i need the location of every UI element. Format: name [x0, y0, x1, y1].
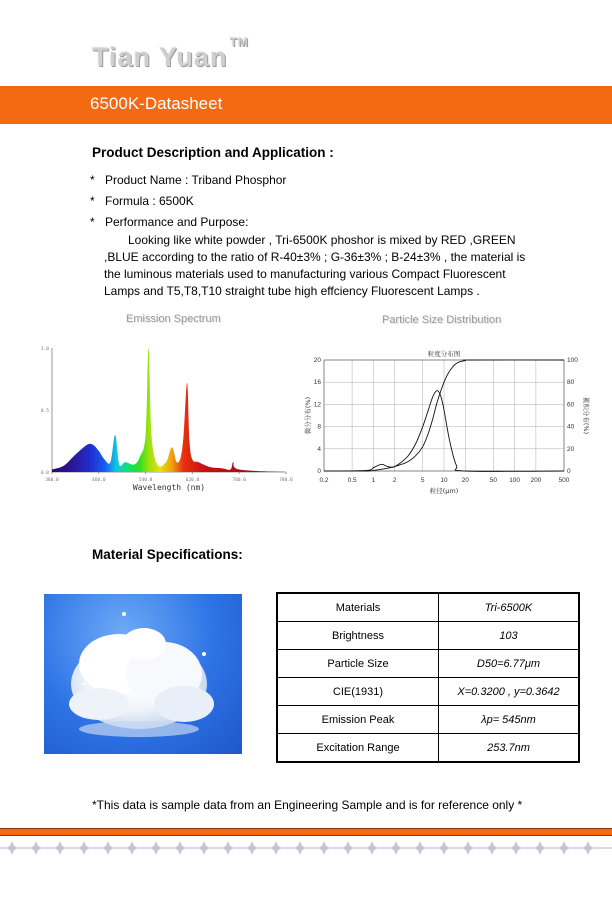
x-tick-label: 460.0: [92, 478, 106, 483]
star-ornament-icon: [29, 841, 43, 855]
bullet-star: *: [90, 215, 95, 229]
x-tick-label: 620.0: [185, 478, 200, 483]
spec-row: [277, 593, 579, 622]
spec-row: [277, 706, 579, 734]
star-ornament-icon: [437, 841, 451, 855]
product-heading: Product Description and Application :: [92, 145, 334, 160]
x-tick-label: 0.5: [347, 477, 357, 484]
emission-spectrum-chart: [34, 340, 296, 498]
y2-tick-label: 100: [567, 357, 578, 364]
x-tick-label: 20: [461, 477, 469, 484]
phosphor-powder-photo: [44, 594, 242, 754]
spec-value: 253.7nm: [439, 734, 580, 763]
star-ornament-icon: [221, 841, 235, 855]
y-axis-label: 微分分布(%): [304, 396, 312, 435]
footer-decoration: [0, 838, 612, 858]
y-tick-label: 0: [317, 468, 321, 475]
y-tick-label: 4: [317, 445, 321, 453]
y-tick-label: 8: [317, 423, 321, 431]
spec-value: D50=6.77μm: [439, 650, 580, 678]
x-tick-label: 100: [509, 477, 521, 484]
star-ornament-icon: [149, 841, 163, 855]
y-tick-label: 0.0: [40, 471, 49, 476]
x-tick-label: 50: [489, 477, 497, 484]
description-text: Looking like white powder , Tri-6500K phoshor is mixed by RED ,GREEN ,BLUE according to the ratio of R-40±3% ; G-36±3% ; B-24±3% , the material is the luminous materials used to manufacturing various Compact Fluorescent Lamps and T5,T8,T10 straight tube high effciency Fluorescent Lamps .: [104, 233, 526, 298]
spec-label: Excitation Range: [277, 734, 439, 763]
star-ornament-icon: [461, 841, 475, 855]
star-ornament-icon: [77, 841, 91, 855]
y2-tick-label: 80: [567, 379, 575, 387]
star-ornament-icon: [509, 841, 523, 855]
x-tick-label: 200: [530, 477, 542, 484]
x-tick-label: 540.0: [138, 478, 153, 483]
bullet-text: Product Name : Triband Phosphor: [105, 173, 287, 187]
star-ornament-icon: [5, 841, 19, 855]
spec-label: CIE(1931): [277, 678, 439, 706]
psd-chart-title: Particle Size Distribution: [382, 314, 502, 326]
star-ornament-icon: [173, 841, 187, 855]
star-ornament-icon: [125, 841, 139, 855]
star-ornament-icon: [557, 841, 571, 855]
x-tick-label: 2: [392, 477, 397, 484]
x-tick-label: 780.0: [279, 478, 293, 483]
star-ornament-icon: [389, 841, 403, 855]
spec-row: [277, 678, 579, 706]
title-banner: [0, 86, 612, 124]
specifications-table: [276, 592, 580, 763]
y-tick-label: 0.5: [40, 409, 49, 414]
star-ornament-icon: [293, 841, 307, 855]
y2-tick-label: 60: [567, 401, 575, 409]
y-tick-label: 1.0: [40, 347, 49, 352]
bullet-performance: [90, 215, 248, 229]
datasheet-title: 6500K-Datasheet: [90, 94, 223, 113]
spec-value: 103: [439, 622, 580, 650]
powder-pile-image: [44, 594, 242, 754]
spec-label: Particle Size: [277, 650, 439, 678]
y-tick-label: 12: [313, 401, 321, 409]
bullet-product-name: [90, 173, 286, 187]
x-tick-label: 0.2: [319, 477, 329, 484]
x-axis-label: Wavelength (nm): [132, 483, 206, 492]
emission-chart-title: Emission Spectrum: [126, 313, 221, 325]
spec-row: [277, 622, 579, 650]
spec-label: Materials: [277, 593, 439, 622]
bullet-formula: [90, 194, 194, 208]
star-ornament-icon: [101, 841, 115, 855]
particle-size-chart: [300, 346, 590, 498]
bullet-text: Performance and Purpose:: [105, 215, 249, 229]
spec-label: Brightness: [277, 622, 439, 650]
star-ornament-icon: [413, 841, 427, 855]
trademark-symbol: TM: [229, 35, 249, 49]
company-logo: [92, 35, 249, 73]
star-ornament-icon: [197, 841, 211, 855]
spec-row: [277, 734, 579, 763]
footer-bar: [0, 828, 612, 836]
star-ornament-icon: [581, 841, 595, 855]
x-tick-label: 500: [558, 477, 570, 484]
product-description: [104, 232, 544, 300]
star-ornament-icon: [341, 841, 355, 855]
x-tick-label: 700.0: [232, 478, 246, 483]
bullet-star: *: [90, 173, 95, 187]
bullet-star: *: [90, 194, 95, 208]
x-tick-label: 1: [371, 477, 376, 484]
logo-text: Tian Yuan: [92, 42, 228, 72]
spec-value: Tri-6500K: [439, 593, 580, 622]
bullet-text: Formula : 6500K: [105, 194, 194, 208]
spec-label: Emission Peak: [277, 706, 439, 734]
y2-tick-label: 0: [567, 468, 571, 475]
y2-axis-label: 累积分布(%): [582, 396, 590, 435]
star-ornament-icon: [269, 841, 283, 855]
x-axis-label: 粒径(μm): [429, 487, 459, 495]
y2-tick-label: 20: [567, 445, 575, 453]
spec-value: X=0.3200 , y=0.3642: [439, 678, 580, 706]
y-tick-label: 20: [313, 357, 321, 364]
spec-value: λp= 545nm: [439, 706, 580, 734]
star-ornament-icon: [53, 841, 67, 855]
emission-area: [52, 348, 286, 472]
y2-tick-label: 40: [567, 423, 575, 431]
psd-inner-title: 粒度分布图: [427, 350, 461, 358]
x-tick-label: 380.0: [45, 478, 59, 483]
star-ornament-icon: [245, 841, 259, 855]
x-tick-label: 5: [420, 477, 425, 484]
star-ornament-icon: [533, 841, 547, 855]
x-tick-label: 10: [440, 477, 448, 484]
materials-heading: Material Specifications:: [92, 547, 243, 562]
spec-row: [277, 650, 579, 678]
star-ornament-icon: [365, 841, 379, 855]
y-tick-label: 16: [313, 379, 321, 387]
star-ornament-icon: [317, 841, 331, 855]
disclaimer-note: *This data is sample data from an Engineering Sample and is for reference only *: [92, 798, 523, 812]
star-ornament-icon: [485, 841, 499, 855]
